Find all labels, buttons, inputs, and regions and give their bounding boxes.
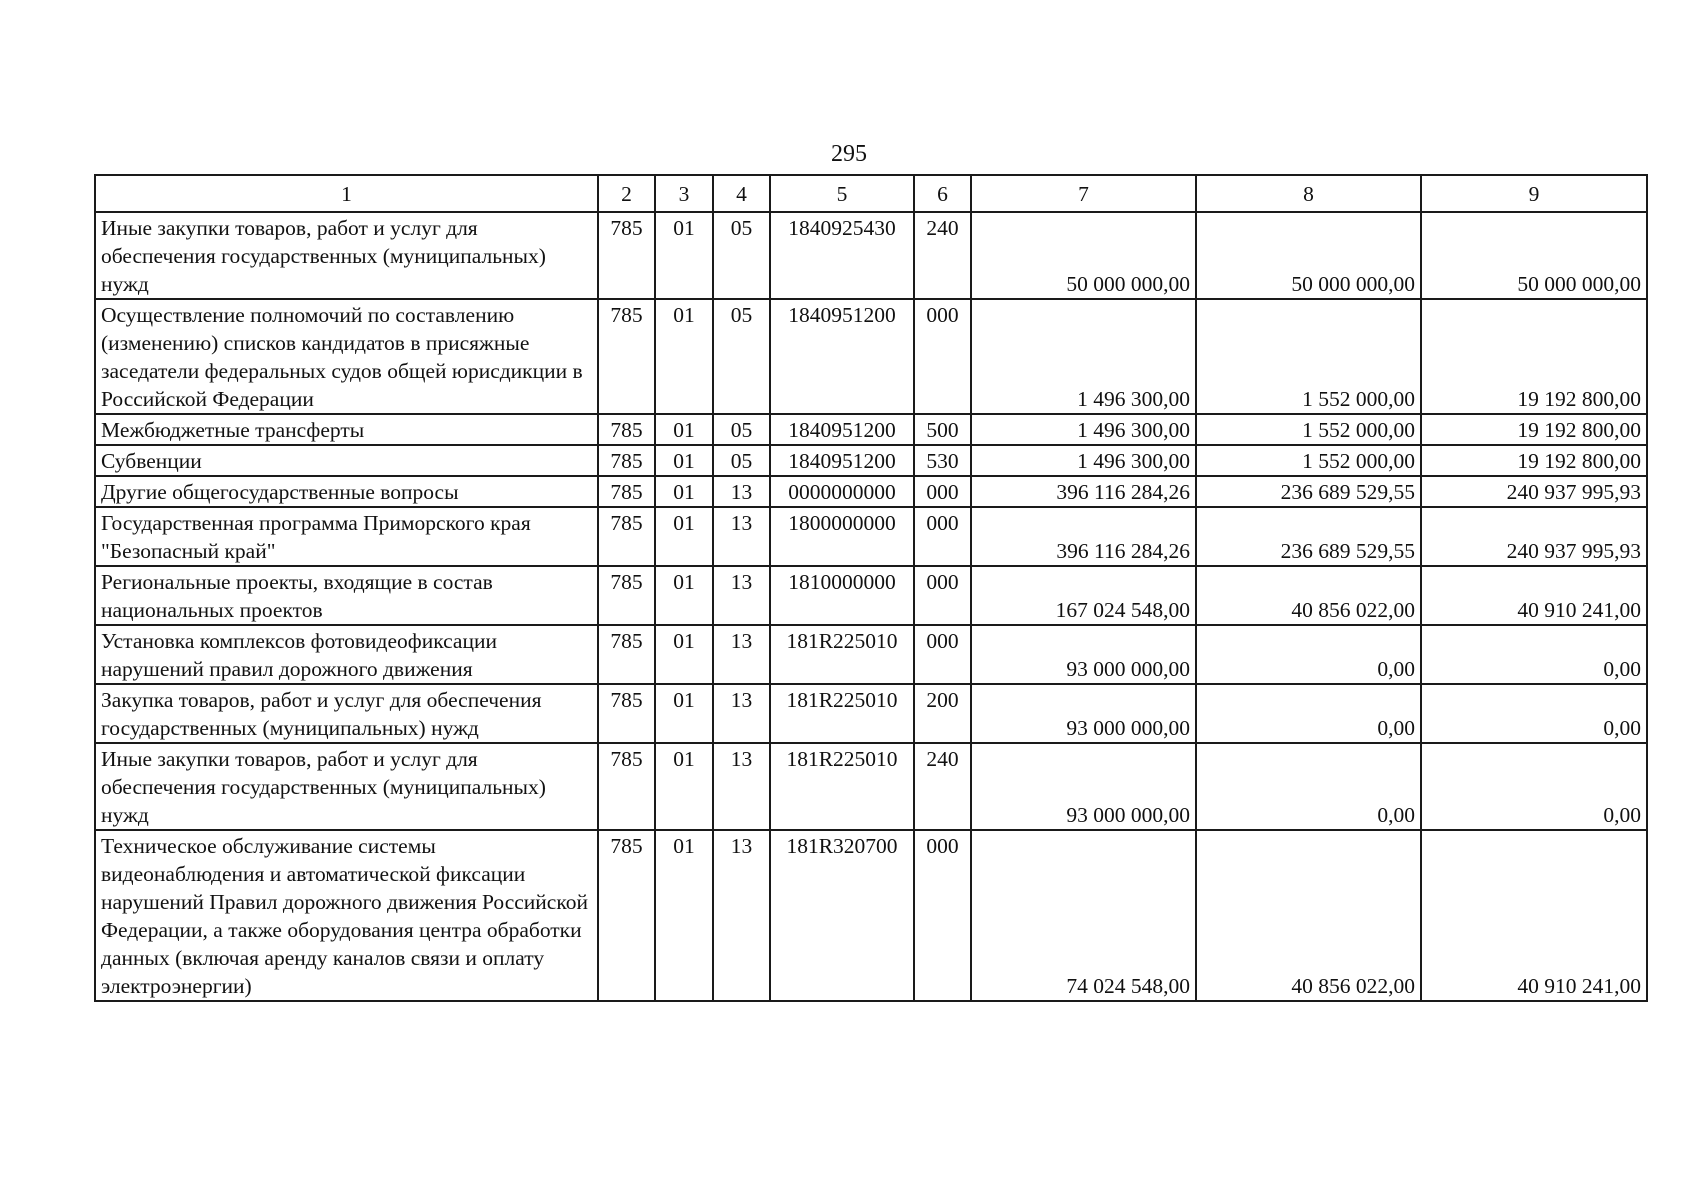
code-cell: 785: [598, 414, 655, 445]
column-header: 9: [1421, 175, 1647, 212]
code-cell: 240: [914, 212, 971, 299]
amount-cell: 1 496 300,00: [971, 445, 1196, 476]
row-name: Закупка товаров, работ и услуг для обеспечения государственных (муниципальных) нужд: [95, 684, 598, 743]
code-cell: 01: [655, 476, 713, 507]
amount-cell: 50 000 000,00: [1196, 212, 1421, 299]
code-cell: 13: [713, 830, 770, 1001]
amount-cell: 19 192 800,00: [1421, 299, 1647, 414]
amount-cell: 396 116 284,26: [971, 507, 1196, 566]
amount-cell: 40 856 022,00: [1196, 830, 1421, 1001]
code-cell: 01: [655, 684, 713, 743]
amount-cell: 93 000 000,00: [971, 625, 1196, 684]
amount-cell: 236 689 529,55: [1196, 507, 1421, 566]
row-name: Иные закупки товаров, работ и услуг для обеспечения государственных (муниципальных) нужд: [95, 743, 598, 830]
code-cell: 000: [914, 476, 971, 507]
table-row: [95, 566, 1647, 625]
row-name: Межбюджетные трансферты: [95, 414, 598, 445]
code-cell: 1840925430: [770, 212, 914, 299]
amount-cell: 1 552 000,00: [1196, 414, 1421, 445]
code-cell: 01: [655, 299, 713, 414]
row-name: Региональные проекты, входящие в состав национальных проектов: [95, 566, 598, 625]
column-header: 7: [971, 175, 1196, 212]
column-header: 6: [914, 175, 971, 212]
code-cell: 530: [914, 445, 971, 476]
code-cell: 05: [713, 414, 770, 445]
amount-cell: 240 937 995,93: [1421, 476, 1647, 507]
code-cell: 05: [713, 445, 770, 476]
row-name: Другие общегосударственные вопросы: [95, 476, 598, 507]
code-cell: 785: [598, 625, 655, 684]
amount-cell: 167 024 548,00: [971, 566, 1196, 625]
amount-cell: 0,00: [1421, 684, 1647, 743]
code-cell: 1800000000: [770, 507, 914, 566]
amount-cell: 40 910 241,00: [1421, 830, 1647, 1001]
table-row: [95, 507, 1647, 566]
code-cell: 05: [713, 299, 770, 414]
code-cell: 01: [655, 507, 713, 566]
amount-cell: 1 552 000,00: [1196, 445, 1421, 476]
amount-cell: 1 496 300,00: [971, 299, 1196, 414]
code-cell: 785: [598, 212, 655, 299]
amount-cell: 74 024 548,00: [971, 830, 1196, 1001]
code-cell: 05: [713, 212, 770, 299]
code-cell: 01: [655, 625, 713, 684]
code-cell: 01: [655, 566, 713, 625]
row-name: Осуществление полномочий по составлению (изменению) списков кандидатов в присяжные заседатели федеральных судов общей юрисдикции в Российской Федерации: [95, 299, 598, 414]
header-row: [95, 175, 1647, 212]
amount-cell: 93 000 000,00: [971, 743, 1196, 830]
code-cell: 13: [713, 566, 770, 625]
code-cell: 1840951200: [770, 414, 914, 445]
table-row: [95, 625, 1647, 684]
amount-cell: 1 496 300,00: [971, 414, 1196, 445]
code-cell: 01: [655, 212, 713, 299]
amount-cell: 0,00: [1421, 625, 1647, 684]
column-header: 8: [1196, 175, 1421, 212]
amount-cell: 0,00: [1196, 684, 1421, 743]
code-cell: 1810000000: [770, 566, 914, 625]
code-cell: 785: [598, 684, 655, 743]
table-row: [95, 476, 1647, 507]
column-header: 4: [713, 175, 770, 212]
code-cell: 785: [598, 507, 655, 566]
code-cell: 13: [713, 507, 770, 566]
row-name: Техническое обслуживание системы видеонаблюдения и автоматической фиксации нарушений Правил дорожного движения Российской Федерации, а также оборудования центра обработки данных (включая аренду каналов связи и оплату электроэнергии): [95, 830, 598, 1001]
amount-cell: 0,00: [1421, 743, 1647, 830]
column-header: 2: [598, 175, 655, 212]
table-row: [95, 445, 1647, 476]
code-cell: 13: [713, 625, 770, 684]
code-cell: 13: [713, 684, 770, 743]
amount-cell: 240 937 995,93: [1421, 507, 1647, 566]
code-cell: 01: [655, 414, 713, 445]
code-cell: 785: [598, 566, 655, 625]
amount-cell: 93 000 000,00: [971, 684, 1196, 743]
amount-cell: 50 000 000,00: [971, 212, 1196, 299]
code-cell: 785: [598, 299, 655, 414]
code-cell: 200: [914, 684, 971, 743]
table-row: [95, 212, 1647, 299]
page-number: 295: [831, 141, 867, 167]
code-cell: 000: [914, 299, 971, 414]
table-row: [95, 743, 1647, 830]
code-cell: 181R225010: [770, 625, 914, 684]
table-row: [95, 299, 1647, 414]
code-cell: 785: [598, 830, 655, 1001]
column-header: 3: [655, 175, 713, 212]
row-name: Установка комплексов фотовидеофиксации нарушений правил дорожного движения: [95, 625, 598, 684]
amount-cell: 0,00: [1196, 625, 1421, 684]
amount-cell: 0,00: [1196, 743, 1421, 830]
code-cell: 1840951200: [770, 299, 914, 414]
code-cell: 000: [914, 507, 971, 566]
amount-cell: 396 116 284,26: [971, 476, 1196, 507]
code-cell: 181R225010: [770, 684, 914, 743]
amount-cell: 40 856 022,00: [1196, 566, 1421, 625]
code-cell: 181R320700: [770, 830, 914, 1001]
table-row: [95, 414, 1647, 445]
amount-cell: 236 689 529,55: [1196, 476, 1421, 507]
table-row: [95, 830, 1647, 1001]
code-cell: 500: [914, 414, 971, 445]
code-cell: 000: [914, 830, 971, 1001]
code-cell: 13: [713, 743, 770, 830]
code-cell: 0000000000: [770, 476, 914, 507]
column-header: 5: [770, 175, 914, 212]
amount-cell: 19 192 800,00: [1421, 414, 1647, 445]
row-name: Иные закупки товаров, работ и услуг для обеспечения государственных (муниципальных) нужд: [95, 212, 598, 299]
table-row: [95, 684, 1647, 743]
code-cell: 785: [598, 476, 655, 507]
column-header: 1: [95, 175, 598, 212]
amount-cell: 1 552 000,00: [1196, 299, 1421, 414]
code-cell: 01: [655, 830, 713, 1001]
code-cell: 13: [713, 476, 770, 507]
code-cell: 181R225010: [770, 743, 914, 830]
code-cell: 01: [655, 445, 713, 476]
amount-cell: 19 192 800,00: [1421, 445, 1647, 476]
row-name: Государственная программа Приморского края "Безопасный край": [95, 507, 598, 566]
code-cell: 000: [914, 625, 971, 684]
code-cell: 000: [914, 566, 971, 625]
amount-cell: 40 910 241,00: [1421, 566, 1647, 625]
code-cell: 1840951200: [770, 445, 914, 476]
row-name: Субвенции: [95, 445, 598, 476]
code-cell: 785: [598, 743, 655, 830]
code-cell: 240: [914, 743, 971, 830]
code-cell: 01: [655, 743, 713, 830]
amount-cell: 50 000 000,00: [1421, 212, 1647, 299]
budget-table: [94, 174, 1648, 1002]
code-cell: 785: [598, 445, 655, 476]
